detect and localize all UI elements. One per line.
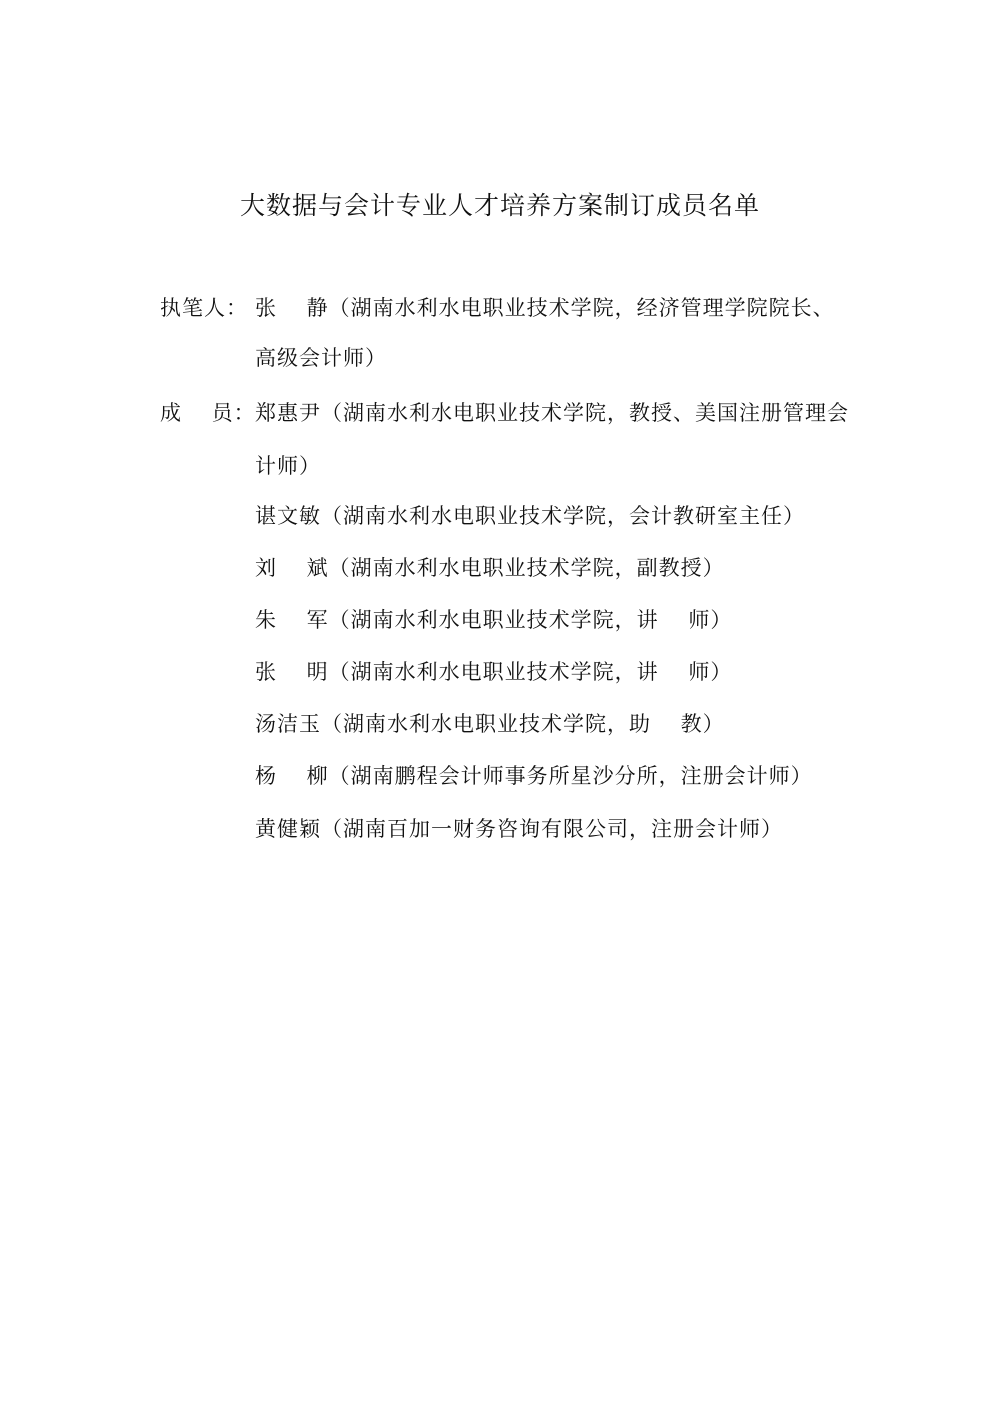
member-zheng-line-1: 郑惠尹（湖南水利水电职业技术学院，教授、美国注册管理会 [255, 401, 849, 425]
author-line-2: 高级会计师） [255, 346, 387, 370]
member-item: 朱 军（湖南水利水电职业技术学院，讲 师） [255, 608, 733, 632]
member-zheng-line-2: 计师） [255, 454, 321, 478]
member-item: 张 明（湖南水利水电职业技术学院，讲 师） [255, 660, 733, 684]
member-item: 刘 斌（湖南水利水电职业技术学院，副教授） [255, 556, 725, 580]
author-label: 执笔人： [160, 296, 248, 320]
member-item: 黄健颖（湖南百加一财务咨询有限公司，注册会计师） [255, 817, 783, 841]
member-item: 谌文敏（湖南水利水电职业技术学院，会计教研室主任） [255, 504, 805, 528]
members-label: 成 员： [160, 401, 256, 425]
author-line-1: 张 静（湖南水利水电职业技术学院，经济管理学院院长、 [255, 296, 835, 320]
member-item: 杨 柳（湖南鹏程会计师事务所星沙分所，注册会计师） [255, 764, 813, 788]
member-item: 汤洁玉（湖南水利水电职业技术学院，助 教） [255, 712, 725, 736]
page-title: 大数据与会计专业人才培养方案制订成员名单 [239, 191, 760, 220]
